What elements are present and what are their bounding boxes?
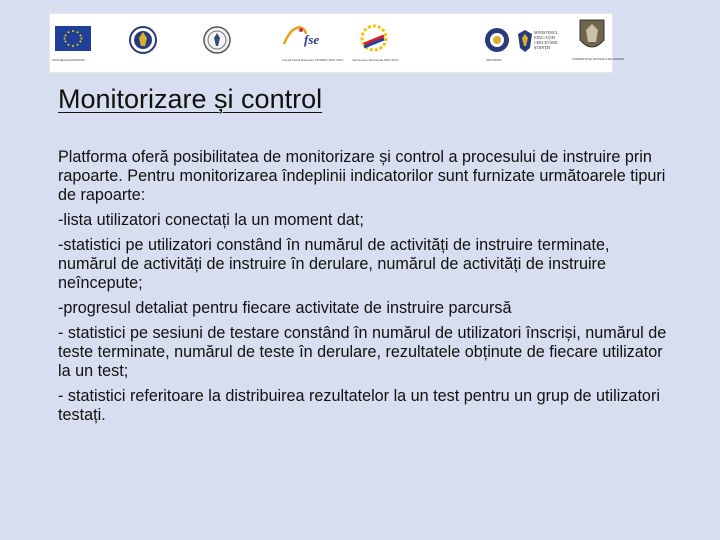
university-crest-logo [572, 14, 625, 72]
fse-icon [278, 14, 334, 54]
ministry-seal-icon [200, 14, 234, 72]
eu-flag-caption: UNIUNEA EUROPEANA [52, 58, 86, 62]
fse-caption: Fondul Social European POSDRU 2007-2013 [282, 58, 343, 62]
page-title: Monitorizare și control [58, 84, 323, 114]
list-item: - statistici referitoare la distribuirea rezultatelor la un test pentru un grup de utilizatori testați. [58, 387, 660, 424]
government-crest-icon [126, 14, 160, 72]
content-body [58, 148, 668, 431]
intro-paragraph: Platforma oferă posibilitatea de monitorizare și control a procesului de instruire prin rapoarte. Pentru monitorizarea îndeplinii indicatorilor sunt furnizate următoarele tipuri de rapoarte: [58, 148, 666, 204]
university-crest-icon [574, 14, 610, 58]
instrumente-structurale-caption: Instrumente Structurale 2007-2013 [352, 58, 399, 62]
fse-logo [278, 14, 343, 72]
list-item: -progresul detaliat pentru fiecare activitate de instruire parcursă [58, 299, 512, 317]
ministry-education-text: MINISTERUL EDUCAŢIEI CERCETĂRII ŞTIINŢEI [534, 30, 559, 50]
list-item: - statistici pe sesiuni de testare constând în numărul de utilizatori înscriși, numărul de teste terminate, numărul de teste în derulare, rezultatele obținute de fiecare utilizator la un test; [58, 324, 667, 380]
romanian-government-logo [126, 14, 160, 72]
ministry-seal-logo [200, 14, 234, 72]
oirposdru-icon [482, 14, 512, 58]
oirposdru-caption: OIPOSDRU [486, 58, 503, 62]
eu-flag-logo [52, 14, 94, 72]
sponsor-logo-strip [50, 14, 625, 72]
ministry-education-crest-icon [516, 14, 534, 72]
svg-text:fse: fse [304, 32, 320, 47]
list-item: -statistici pe utilizatori constând în numărul de activități de instruire terminate, numărul de activități de instruire în derulare, numărul de activități de instruire neîncepute; [58, 236, 610, 292]
instrumente-structurale-logo [350, 14, 398, 72]
eu-flag-icon [52, 14, 94, 72]
list-item: -lista utilizatori conectați la un moment dat; [58, 211, 364, 229]
instrumente-structurale-icon [350, 14, 398, 58]
ministry-education-logo [516, 14, 576, 72]
university-caption: UNIVERSITATEA NATIONALA DE APARARE [572, 58, 625, 61]
oirposdru-logo [482, 14, 512, 72]
